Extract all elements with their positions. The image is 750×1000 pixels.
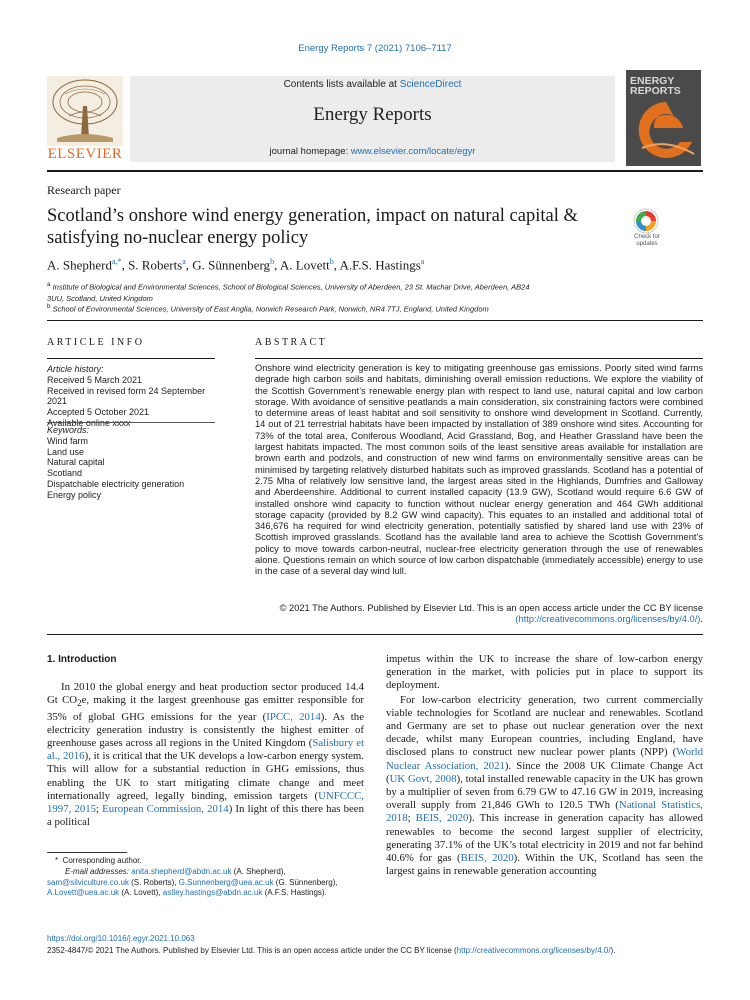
check-updates-icon — [633, 208, 659, 234]
journal-cover-thumbnail[interactable] — [626, 70, 701, 166]
citation-link[interactable]: Salisbury et al., 2016 — [47, 736, 365, 763]
corresponding-author-label: Corresponding author. — [62, 856, 142, 865]
affiliation-marker: b — [47, 303, 51, 310]
email-link[interactable]: anita.shepherd@abdn.ac.uk — [131, 866, 232, 876]
copyright-text: 2352-4847/© 2021 The Authors. Published by Elsevier Ltd. This is an open access article under the CC BY license ( — [47, 946, 457, 955]
elsevier-logo[interactable] — [47, 76, 123, 162]
abstract-text: Onshore wind electricity generation is key to mitigating greenhouse gas emissions. Poorly sited wind farms degrade high carbon soils and habitats, diminishing overall emission reductions. We explore the viability of the Scottish Government’s renewable energy plan with respect to land use, natural capital and low carbon storage. With avoidance of sensitive peatlands a main consideration, six constraining factors were combined to determine areas of least habitat and soil sensitivity to onshore wind development in Scotland. Currently, 14 out of 21 terrestrial habitats have been impacted by installation of 389 onshore wind sites. Accounting for 73% of the total area, Coniferous Woodland, Acid Grassland, Bog, and Heather Grassland have been the largest habitats impacted. The most common soils of the least sensitive areas available for installation are brown earth and podzols, and construction of new wind farms on environmentally sensitive areas can be minimised by targeting relatively disturbed habitats such as improved grasslands. Scotland has a potential of 2.75 Mha of relatively low sensitive land, the largest areas sited in the Highlands, Dumfries and Galloway and Aberdeenshire. Additional to current installed capacity (13.9 GW), Scotland would require 6.6 GW of installed onshore wind capacity to function without nuclear energy generation and 464 GWh additional storage capacity (provided by 8.2 GW wind capacity). This equates to an installed and additional total of 346,676 ha required for wind electricity generation, potentially satisfied by shared land use with 23% of Scottish improved grasslands. Scotland has the available land area to achieve the Scottish Government’s policy to move towards carbon-neutral, nuclear-free electricity generation through the use of renewables alone. Questions remain on which source of low carbon dispatchable (immediately accessible) energy to use in the case of a several day wind lull. — [255, 363, 703, 577]
citation-link[interactable]: IPCC, 2014 — [266, 710, 321, 723]
article-info-rule — [47, 358, 215, 359]
section-heading-introduction: 1. Introduction — [47, 654, 117, 665]
author-affiliation-marker[interactable]: b — [329, 257, 334, 266]
journal-homepage-link[interactable]: www.elsevier.com/locate/egyr — [350, 146, 476, 157]
intro-paragraph-1-cont: impetus within the UK to increase the share of low-carbon energy generation in the market, with policies put in place to support its deployment. — [386, 653, 703, 692]
keyword: Scotland — [47, 468, 83, 479]
check-updates-text — [627, 234, 667, 247]
keyword: Natural capital — [47, 457, 105, 468]
body-left-column — [47, 681, 364, 829]
keyword: Land use — [47, 446, 85, 457]
citation-link[interactable]: World Nuclear Association, 2021 — [386, 746, 703, 772]
affiliation-text: School of Environmental Sciences, University of East Anglia, Norwich Research Park, Norwich, NR4 7TJ, England, United Kingdom — [50, 304, 489, 314]
check-updates-line1: Check for — [634, 234, 660, 240]
homepage-prefix: journal homepage: — [269, 146, 351, 157]
email-label: E-mail addresses: — [65, 866, 132, 876]
email-owner: (A.F.S. Hastings). — [262, 888, 327, 898]
header-rule — [47, 170, 703, 172]
footnote-marker: * — [55, 856, 63, 865]
intro-paragraph-1 — [47, 681, 364, 829]
abstract-heading: ABSTRACT — [255, 337, 328, 348]
abstract-bottom-rule — [47, 634, 703, 635]
citation-link[interactable]: UK Govt, 2008 — [389, 772, 457, 785]
keyword: Wind farm — [47, 435, 89, 446]
author-affiliation-marker[interactable]: a,* — [112, 257, 122, 266]
body-text: ), it is critical that the UK develops a low-carbon energy system. This will allow for a substantial reduction in GHG emissions, thus enabling the UK to start mitigating climate change and meet internationally agreed, legally binding, emission targets ( — [47, 750, 365, 802]
copyright-line — [47, 946, 707, 955]
contents-available-line — [130, 79, 615, 90]
check-updates-line2: updates — [636, 240, 658, 247]
elsevier-tree-icon — [47, 76, 123, 146]
author-name[interactable]: S. Roberts — [128, 257, 183, 273]
email-owner: (G. Sünnenberg), — [273, 877, 338, 887]
author-name[interactable]: A. Lovett — [279, 257, 330, 273]
body-text: e, making it the largest greenhouse gas emitter responsible for 35% of global GHG emissions for the year ( — [47, 694, 364, 723]
author-separator: , — [333, 257, 340, 273]
history-entry: Accepted 5 October 2021 — [47, 407, 150, 418]
body-text: ). This increase in generation capacity has allowed renewables to become the second largest supplier of electricity, generating 37.1% of the UK’s total electricity in 2019 and not far behind 40.6% for gas ( — [386, 812, 704, 865]
footnote-rule — [47, 852, 127, 853]
subscript: 2 — [77, 698, 82, 709]
citation-link[interactable]: BEIS, 2020 — [415, 812, 469, 825]
email-link[interactable]: sam@silviculture.co.uk — [47, 877, 129, 887]
author-affiliation-marker[interactable]: a — [420, 257, 425, 266]
body-text: ). As the electricity generation industry is consistently the highest emitter of greenhouse gases across all regions in the United Kingdom ( — [47, 710, 365, 749]
keyword: Energy policy — [47, 489, 102, 500]
email-link[interactable]: astley.hastings@abdn.ac.uk — [162, 888, 263, 898]
article-history — [47, 364, 215, 429]
author-separator: , — [185, 257, 193, 273]
affiliation-b — [47, 301, 607, 315]
keywords-label: Keywords: — [47, 425, 90, 435]
body-text: ; — [407, 812, 416, 825]
sciencedirect-link[interactable]: ScienceDirect — [399, 79, 462, 90]
intro-paragraph-2 — [386, 694, 703, 879]
cover-title-line1: ENERGY — [630, 75, 675, 87]
cover-e-graphic-icon — [634, 98, 698, 162]
author-separator: , — [121, 257, 129, 273]
author-separator: , — [274, 257, 280, 273]
article-info-heading: ARTICLE INFO — [47, 337, 145, 348]
affiliation-text-cont: 3UU, Scotland, United Kingdom — [47, 293, 153, 303]
check-for-updates-badge[interactable] — [627, 208, 663, 248]
copyright-end: ). — [610, 946, 616, 955]
body-right-column — [386, 653, 703, 878]
author-list — [47, 257, 424, 273]
affiliation-marker: a — [47, 281, 51, 288]
journal-homepage-line — [130, 146, 615, 157]
journal-header — [130, 76, 615, 162]
cover-title — [630, 76, 681, 96]
body-text: In 2010 the global energy and heat production sector produced 14.4 Gt CO — [47, 681, 364, 707]
body-text: ). Within the UK, Scotland has seen the largest gains in renewable generation accounting — [386, 852, 703, 878]
license-url-link[interactable]: http://creativecommons.org/licenses/by/4.0/ — [456, 946, 611, 955]
elsevier-wordmark: ELSEVIER — [47, 146, 123, 162]
license-statement — [255, 603, 703, 626]
journal-reference[interactable]: Energy Reports 7 (2021) 7106–7117 — [298, 43, 452, 54]
history-entry: Received in revised form 24 September 2021 — [47, 385, 206, 407]
citation-link[interactable]: European Commission, 2014 — [102, 802, 229, 815]
history-entry: Received 5 March 2021 — [47, 374, 143, 385]
corresponding-author-footnote — [47, 856, 369, 899]
author-name[interactable]: A. Shepherd — [47, 257, 112, 273]
affiliation-text: Institute of Biological and Environmental Sciences, School of Biological Sciences, University of Aberdeen, 23 St. Machar Drive, Aberdeen, AB24 — [50, 282, 530, 292]
body-text: For low-carbon electricity generation, two current commercially viable technologies for Scotland are nuclear and renewables. Scotland and Germany are set to phase out nuclear generation over the next decade, whilst many European countries, including England, have disclosed plans to construct new nuclear power plants (NPP) ( — [386, 693, 703, 759]
article-type: Research paper — [47, 183, 121, 197]
email-owner: (S. Roberts), — [128, 877, 179, 887]
history-label: Article history: — [47, 364, 104, 374]
front-matter-rule — [47, 320, 703, 321]
citation-link[interactable]: National Statistics, 2018 — [386, 799, 703, 825]
doi-link[interactable]: https://doi.org/10.1016/j.egyr.2021.10.063 — [47, 934, 195, 943]
article-title: Scotland’s onshore wind energy generation, impact on natural capital & satisfying no-nuclear energy policy — [47, 206, 578, 248]
author-affiliation-marker[interactable]: b — [270, 257, 275, 266]
author-affiliation-marker[interactable]: a — [182, 257, 186, 266]
keywords — [47, 425, 215, 501]
body-text: ). Since the 2008 UK Climate Change Act ( — [386, 759, 703, 785]
affiliation-a — [47, 279, 607, 304]
body-text: ) In light of this there has been a political — [47, 802, 364, 829]
email-owner: (A. Shepherd), — [231, 866, 286, 876]
citation-link[interactable]: UNFCCC, 1997, 2015 — [47, 789, 364, 815]
license-text: © 2021 The Authors. Published by Elsevier Ltd. This is an open access article under the CC BY license — [279, 603, 703, 613]
email-link[interactable]: G.Sunnenberg@uea.ac.uk — [178, 877, 274, 887]
citation-link[interactable]: BEIS, 2020 — [460, 852, 514, 865]
email-owner: (A. Lovett), — [119, 888, 163, 898]
email-link[interactable]: A.Lovett@uea.ac.uk — [47, 888, 120, 898]
cover-title-line2: REPORTS — [630, 85, 681, 97]
contents-prefix: Contents lists available at — [283, 79, 400, 90]
abstract-rule — [255, 358, 703, 359]
body-text: ), total installed renewable capacity in the UK has grown by a multiplier of seven from 6.79 GW to 47.16 GW in 2019, increasing overall supply from 21,846 GWh to 120.5 TWh ( — [386, 772, 703, 812]
journal-title[interactable]: Energy Reports — [313, 104, 432, 125]
author-name[interactable]: A.F.S. Hastings — [339, 257, 421, 273]
license-end: . — [700, 614, 703, 625]
keywords-rule — [47, 422, 215, 423]
body-text: ; — [96, 802, 103, 815]
keyword: Dispatchable electricity generation — [47, 478, 185, 489]
license-link[interactable]: (http://creativecommons.org/licenses/by/4.0/) — [515, 614, 701, 625]
author-name[interactable]: G. Sünnenberg — [192, 257, 271, 273]
